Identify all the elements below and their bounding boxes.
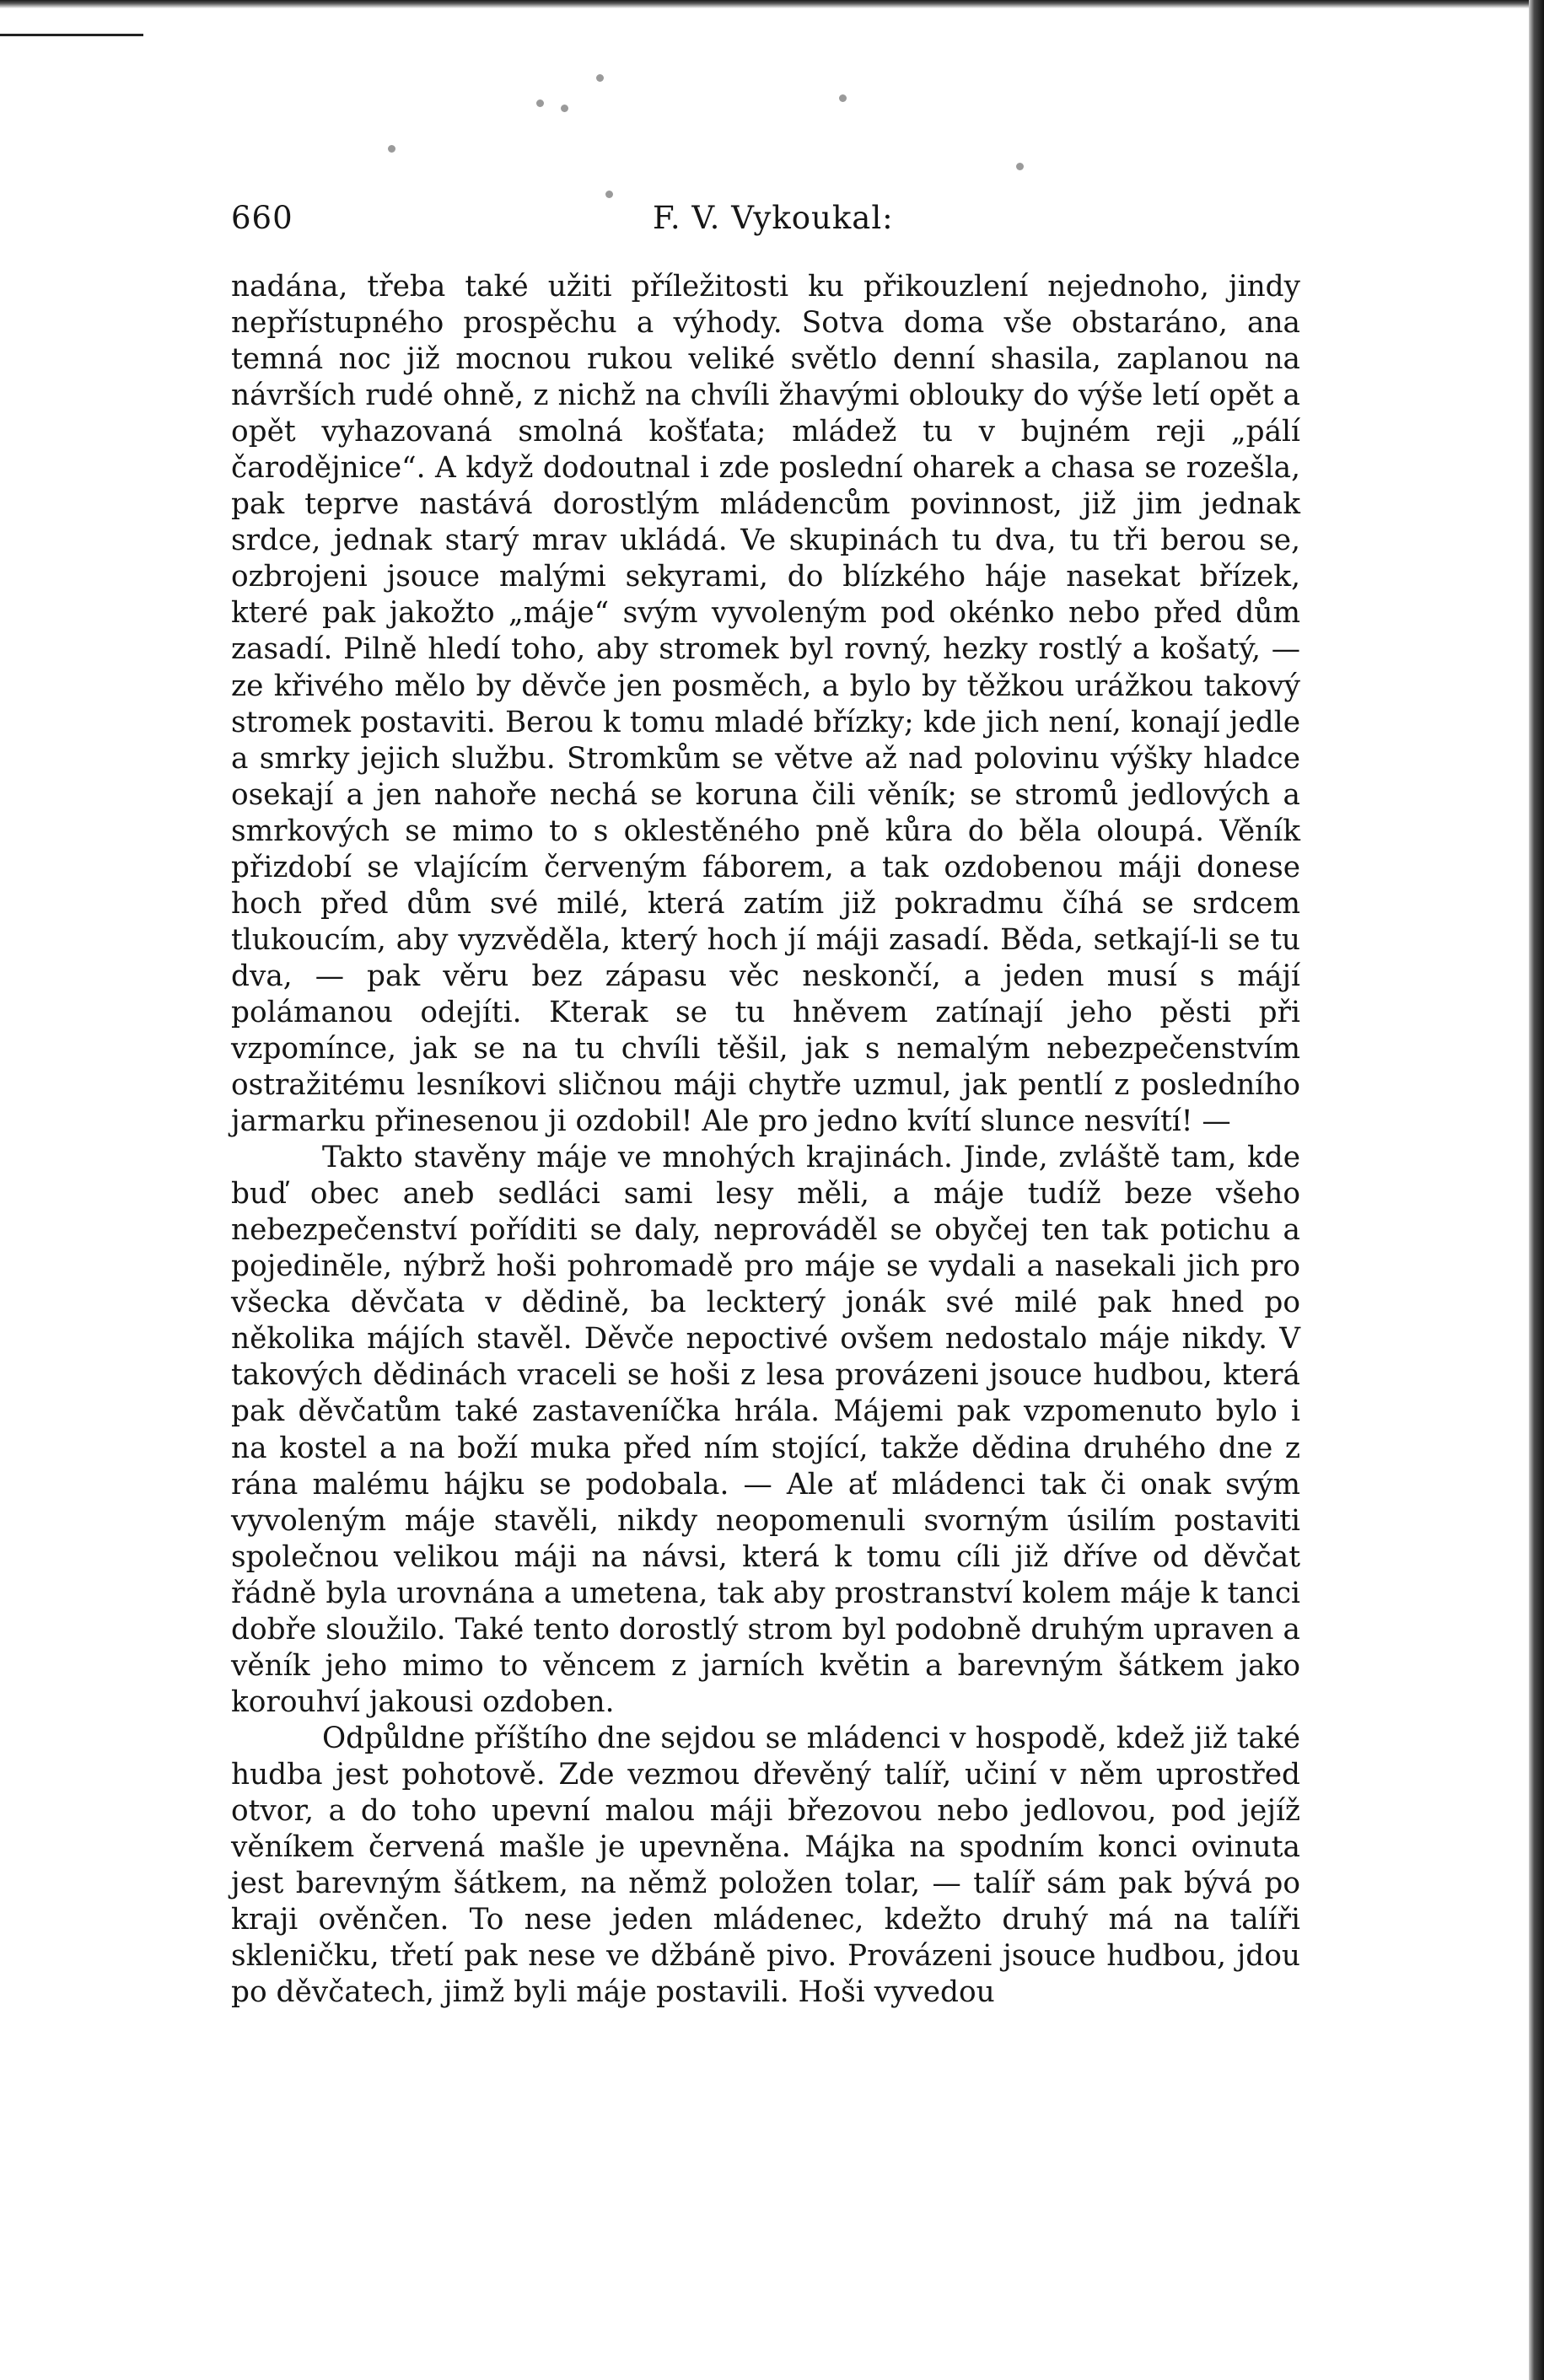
page-header: [231, 190, 1300, 249]
book-page: [231, 190, 1300, 2011]
scan-top-edge: [0, 0, 1529, 8]
paragraph-3: Odpůldne příštího dne sejdou se mládenci v hospodě, kdež již také hudba jest pohotově. Zde vezmou dřevěný talíř, učiní v něm uprostřed otvor, a do toho upevní malou máji březovou nebo jedlovou, pod jejíž věníkem červená mašle je upevněna. Májka na spodním konci ovinuta jest barevným šátkem, na němž položen tolar, — talíř sám pak bývá po kraji ověnčen. To nese jeden mládenec, kdežto druhý má na talíři skleničku, třetí pak nese ve džbáně pivo. Provázeni jsouce hudbou, jdou po děvčatech, jimž byli máje postavili. Hoši vyvedou: [231, 1721, 1300, 2010]
page-number: 660: [231, 200, 293, 236]
paragraph-1: nadána, třeba také užiti příležitosti ku přikouzlení nejednoho, jindy nepřístupného prospěchu a výhody. Sotva doma vše obstaráno, ana temná noc již mocnou rukou veliké světlo denní shasila, zaplanou na návrších rudé ohně, z nichž na chvíli žhavými oblouky do výše letí opět a opět vyhazovaná smolná košťata; mládež tu v bujném reji „pálí čarodějnice“. A když dodoutnal i zde poslední oharek a chasa se rozešla, pak teprve nastává dorostlým mládencům povinnost, již jim jednak srdce, jednak starý mrav ukládá. Ve skupinách tu dva, tu tři berou se, ozbrojeni jsouce malými sekyrami, do blízkého háje nasekat břízek, které pak jakožto „máje“ svým vyvoleným pod okénko nebo před dům zasadí. Pilně hledí toho, aby stromek byl rovný, hezky rostlý a košatý, — ze křivého mělo by děvče jen posměch, a bylo by těžkou urážkou takový stromek postaviti. Berou k tomu mladé břízky; kde jich není, konají jedle a smrky jejich službu. Stromkům se větve až nad polovinu výšky hladce osekají a jen nahoře nechá se koruna čili věník; se stromů jedlových a smrkových se mimo to s oklestěného pně kůra do běla oloupá. Věník přizdobí se vlajícím červeným fáborem, a tak ozdobenou máji donese hoch před dům své milé, která zatím již pokradmu číhá se srdcem tlukoucím, aby vyzvěděla, který hoch jí máji zasadí. Běda, setkají-li se tu dva, — pak věru bez zápasu věc neskončí, a jeden musí s májí polámanou odejíti. Kterak se tu hněvem zatínají jeho pěsti při vzpomínce, jak se na tu chvíli těšil, jak s nemalým nebezpečenstvím ostražitému lesníkovi sličnou máji chytře uzmul, jak pentlí z posledního jarmarku přinesenou ji ozdobil! Ale pro jedno kvítí slunce nesvítí! —: [231, 270, 1300, 1139]
scan-left-rule: [0, 34, 143, 36]
scan-speck: [388, 145, 395, 153]
scan-right-edge: [1529, 0, 1544, 2380]
scan-speck: [839, 94, 847, 102]
scan-speck: [561, 105, 568, 112]
scan-speck: [536, 99, 544, 107]
body-text: [231, 269, 1300, 2011]
scan-speck: [1016, 163, 1024, 170]
scan-speck: [596, 74, 604, 82]
paragraph-2: Takto stavěny máje ve mnohých krajinách. Jinde, zvláště tam, kde buď obec aneb sedláci sami lesy měli, a máje tudíž beze všeho nebezpečenství poříditi se daly, neprováděl se obyčej ten tak potichu a pojedinĕle, nýbrž hoši pohromadě pro máje se vydali a nasekali jich pro všecka děvčata v dědině, ba leckterý jonák své milé pak hned po několika májích stavěl. Děvče nepoctivé ovšem nedostalo máje nikdy. V takových dědinách vraceli se hoši z lesa provázeni jsouce hudbou, která pak děvčatům také zastaveníčka hrála. Májemi pak vzpomenuto bylo i na kostel a na boží muka před ním stojící, takže dědina druhého dne z rána malému hájku se podobala. — Ale ať mládenci tak či onak svým vyvoleným máje stavěli, nikdy neopomenuli svorným úsilím postaviti společnou velikou máji na návsi, která k tomu cíli již dříve od děvčat řádně byla urovnána a umetena, tak aby prostranství kolem máje k tanci dobře sloužilo. Také tento dorostlý strom byl podobně druhým upraven a věník jeho mimo to věncem z jarních květin a barevným šátkem jako korouhví jakousi ozdoben.: [231, 1141, 1300, 1719]
running-title: F. V. Vykoukal:: [653, 200, 894, 236]
